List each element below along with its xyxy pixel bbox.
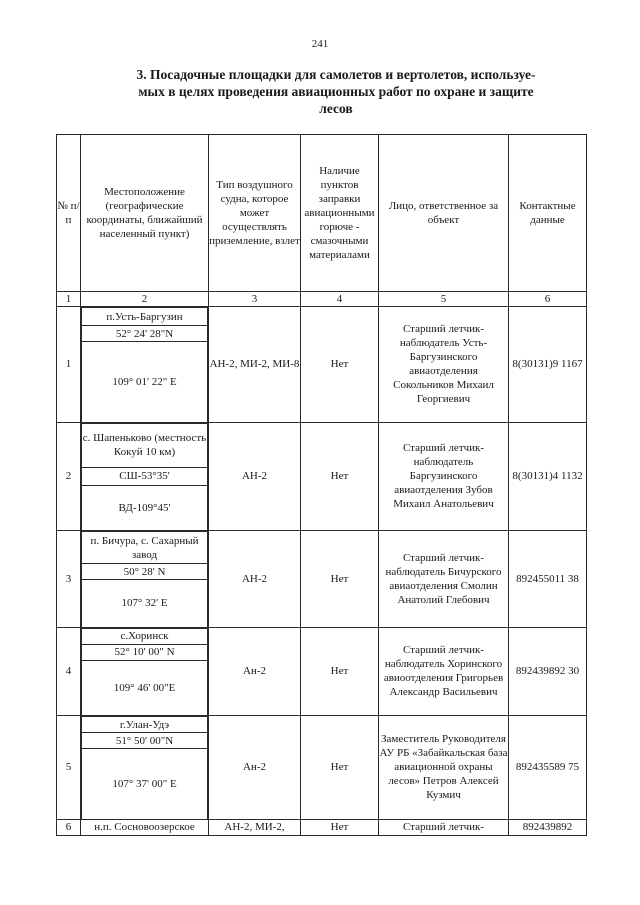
table-row xyxy=(57,819,587,835)
fuel-availability: Нет xyxy=(301,716,379,820)
place-name: г.Улан-Удэ xyxy=(82,717,208,733)
table-row xyxy=(57,307,587,423)
row-number: 3 xyxy=(57,531,81,628)
column-header-aircraft: Тип воздушного судна, которое может осуществлять приземление, взлет xyxy=(209,135,301,292)
table-row xyxy=(57,531,587,628)
contact-data: 8(30131)9 1167 xyxy=(509,307,587,423)
latitude: 52° 10' 00" N xyxy=(82,644,208,660)
table-row xyxy=(57,716,587,820)
place-name: н.п. Сосновоозерское xyxy=(81,819,209,835)
row-number: 6 xyxy=(57,819,81,835)
row-number: 5 xyxy=(57,716,81,820)
page-number: 241 xyxy=(311,38,329,50)
column-number: 5 xyxy=(379,292,509,307)
latitude: 51° 50' 00"N xyxy=(82,733,208,749)
column-header-fuel: Наличие пунктов заправки авиационными горюче - смазочными материалами xyxy=(301,135,379,292)
row-number: 1 xyxy=(57,307,81,423)
column-number: 4 xyxy=(301,292,379,307)
location-cell xyxy=(81,307,209,423)
fuel-availability: Нет xyxy=(301,531,379,628)
latitude: 50° 28' N xyxy=(82,564,208,580)
column-number: 1 xyxy=(57,292,81,307)
section-heading xyxy=(96,66,576,117)
landing-sites-table xyxy=(56,134,587,836)
responsible-person: Старший летчик-наблюдатель Баргузинского авиаотделения Зубов Михаил Анатольевич xyxy=(379,422,509,531)
table-row xyxy=(57,627,587,716)
aircraft-type: АН-2, МИ-2, МИ-8 xyxy=(209,307,301,423)
fuel-availability: Нет xyxy=(301,422,379,531)
place-name: п.Усть-Баргузин xyxy=(82,308,208,326)
contact-data: 892435589 75 xyxy=(509,716,587,820)
place-name: с. Шапеньково (местность Кокуй 10 км) xyxy=(82,423,208,467)
fuel-availability: Нет xyxy=(301,819,379,835)
heading-line-2: мых в целях проведения авиационных работ по охране и защите xyxy=(138,84,534,99)
column-number-row xyxy=(57,292,587,307)
aircraft-type: АН-2 xyxy=(209,531,301,628)
location-subtable xyxy=(81,531,208,627)
location-subtable xyxy=(81,716,208,819)
longitude: 109° 46' 00"E xyxy=(82,660,208,715)
location-subtable xyxy=(81,628,208,716)
fuel-availability: Нет xyxy=(301,307,379,423)
longitude: 109° 01' 22" E xyxy=(82,342,208,422)
location-cell xyxy=(81,716,209,820)
place-name: с.Хоринск xyxy=(82,628,208,644)
longitude: 107° 37' 00" E xyxy=(82,749,208,819)
contact-data: 8(30131)4 1132 xyxy=(509,422,587,531)
location-cell xyxy=(81,531,209,628)
fuel-availability: Нет xyxy=(301,627,379,716)
latitude: СШ-53°35' xyxy=(82,467,208,485)
longitude: ВД-109°45' xyxy=(82,485,208,530)
aircraft-type: Ан-2 xyxy=(209,627,301,716)
row-number: 2 xyxy=(57,422,81,531)
column-number: 3 xyxy=(209,292,301,307)
location-cell xyxy=(81,627,209,716)
responsible-person: Старший летчик-наблюдатель Бичурского авиаотделения Смолин Анатолий Глебович xyxy=(379,531,509,628)
row-number: 4 xyxy=(57,627,81,716)
column-header-contact: Контактные данные xyxy=(509,135,587,292)
longitude: 107° 32' E xyxy=(82,580,208,627)
column-header-person: Лицо, ответственное за объект xyxy=(379,135,509,292)
heading-line-1: 3. Посадочные площадки для самолетов и вертолетов, используе- xyxy=(136,67,536,82)
aircraft-type: АН-2 xyxy=(209,422,301,531)
aircraft-type: Ан-2 xyxy=(209,716,301,820)
column-number: 2 xyxy=(81,292,209,307)
responsible-person: Заместитель Руководителя АУ РБ «Забайкальская база авиационной охраны лесов» Петров Алексей Кузмич xyxy=(379,716,509,820)
table-header-row xyxy=(57,135,587,292)
location-cell xyxy=(81,422,209,531)
table-row xyxy=(57,422,587,531)
column-header-num: № п/п xyxy=(57,135,81,292)
latitude: 52° 24' 28"N xyxy=(82,326,208,342)
location-subtable xyxy=(81,307,208,422)
contact-data: 892439892 30 xyxy=(509,627,587,716)
heading-line-3: лесов xyxy=(319,101,353,116)
contact-data: 892455011 38 xyxy=(509,531,587,628)
aircraft-type: АН-2, МИ-2, xyxy=(209,819,301,835)
column-header-location: Местоположение (географические координаты, ближайший населенный пункт) xyxy=(81,135,209,292)
responsible-person: Старший летчик-наблюдатель Усть-Баргузинского авиаотделения Сокольников Михаил Георгиевич xyxy=(379,307,509,423)
place-name: п. Бичура, с. Сахарный завод xyxy=(82,532,208,564)
responsible-person: Старший летчик- xyxy=(379,819,509,835)
responsible-person: Старший летчик-наблюдатель Хоринского авиоотделения Григорьев Александр Васильевич xyxy=(379,627,509,716)
column-number: 6 xyxy=(509,292,587,307)
location-subtable xyxy=(81,423,208,531)
contact-data: 892439892 xyxy=(509,819,587,835)
